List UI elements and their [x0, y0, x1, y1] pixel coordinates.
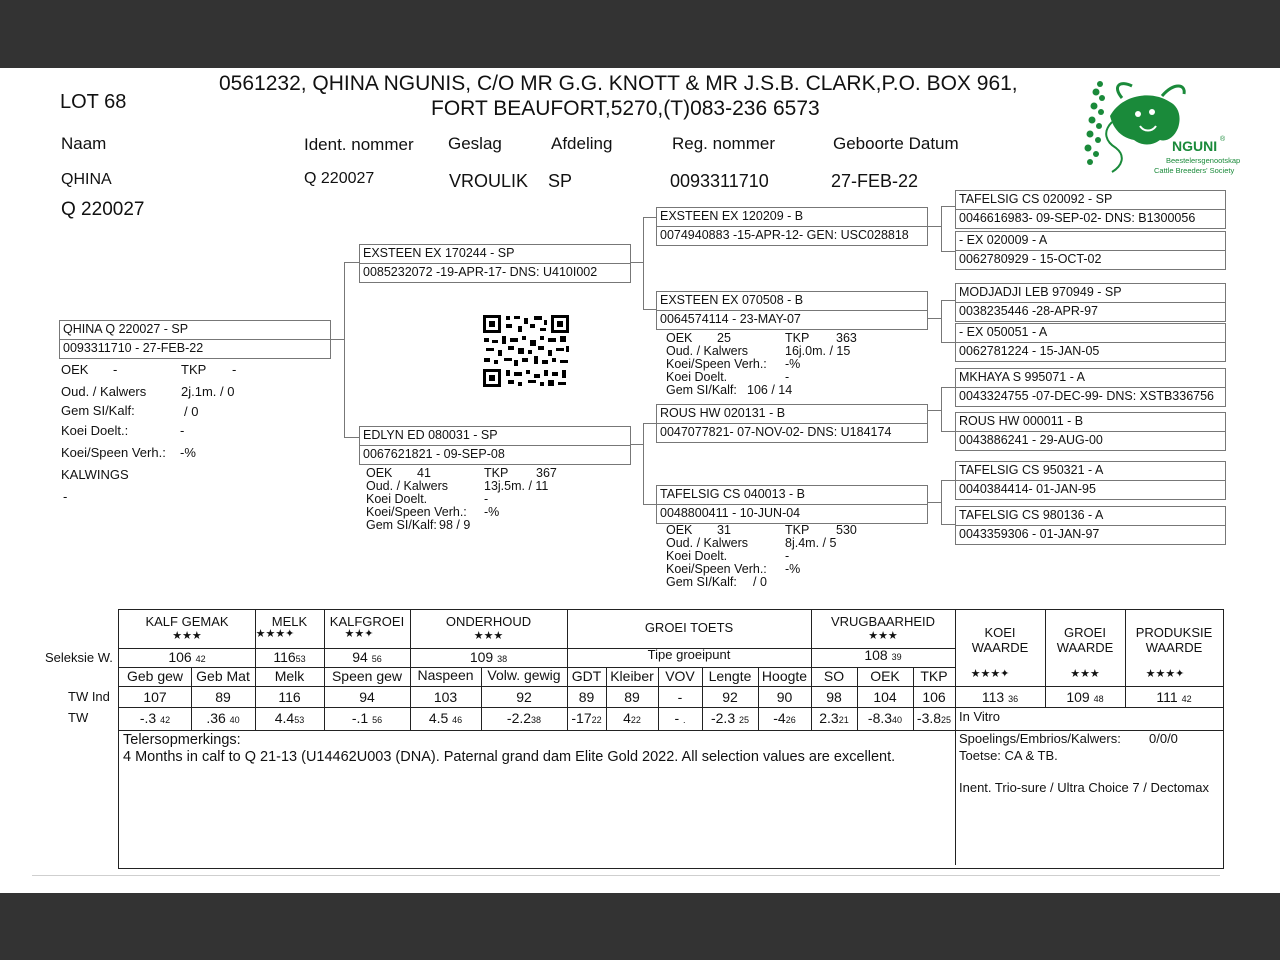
connector	[643, 423, 644, 504]
sd-gemsi-value: 106 / 14	[747, 383, 793, 397]
group-melk: MELK	[271, 614, 308, 629]
col-oek: OEK	[870, 668, 900, 684]
label-reg: Reg. nommer	[672, 134, 775, 153]
connector	[941, 480, 942, 524]
sel-kalf-gemak: 106 42	[168, 649, 206, 665]
twind-so: 98	[826, 689, 842, 705]
subject-koeispeen-value: -%	[180, 445, 196, 460]
tw-tkp: -3.825	[916, 710, 952, 726]
connector	[643, 309, 657, 310]
stars-onderhoud: ★★★	[473, 630, 504, 642]
dam-line-1: EDLYN ED 080031 - SP	[363, 428, 498, 442]
twind-geb-gew: 107	[143, 689, 167, 705]
twind-gdt: 89	[578, 689, 595, 705]
logo-registered-mark: ®	[1220, 136, 1226, 143]
dd-oud-label: Oud. / Kalwers	[666, 536, 748, 550]
logo-subtitle-2: Cattle Breeders' Society	[1154, 166, 1235, 175]
label-afdeling: Afdeling	[551, 134, 613, 153]
pedigree-ggp-box-1	[955, 190, 1226, 229]
tw-kleiber: 422	[623, 710, 641, 726]
group-produksie-waarde-1: PRODUKSIE	[1135, 625, 1213, 640]
dd-stats	[666, 524, 906, 589]
col-vov: VOV	[665, 668, 695, 684]
sd-oek-value: 25	[717, 331, 731, 345]
dd-tkp-label: TKP	[785, 523, 810, 537]
in-vitro-label: In Vitro	[959, 709, 1000, 724]
label-ident: Ident. nommer	[304, 135, 414, 154]
ggp-3-line-2: 0038235446 -28-APR-97	[959, 304, 1098, 318]
value-reg: 0093311710	[670, 171, 769, 191]
connector	[926, 502, 941, 503]
ss-line-1: EXSTEEN EX 120209 - B	[660, 209, 804, 223]
sd-tkp-value: 363	[836, 331, 857, 345]
twind-tkp: 106	[922, 689, 946, 705]
connector	[926, 226, 941, 227]
pedigree-ggp-box-2	[955, 231, 1226, 270]
dd-oud-value: 8j.4m. / 5	[785, 536, 837, 550]
group-kalfgroei: KALFGROEI	[329, 614, 405, 629]
sd-koeidoelt-value: -	[785, 370, 790, 384]
twind-kleiber: 89	[624, 689, 640, 705]
twind-oek: 104	[873, 689, 897, 705]
subject-koeidoelt-value: -	[180, 423, 185, 438]
col-volw-gewig: Volw. gewig	[487, 667, 561, 683]
ggp-5-line-2: 0043324755 -07-DEC-99- DNS: XSTB336756	[959, 389, 1215, 403]
remarks-text: 4 Months in calf to Q 21-13 (U14462U003 (DNA). Paternal grand dam Elite Gold 2022. All selection values are excellent.	[123, 749, 896, 765]
connector	[344, 437, 360, 438]
ggp-8-line-1: TAFELSIG CS 980136 - A	[959, 508, 1104, 522]
col-melk: Melk	[274, 668, 305, 684]
dd-gemsi-label: Gem SI/Kalf:	[666, 575, 737, 589]
col-geb-mat: Geb Mat	[196, 668, 250, 684]
tw-hoogte: -426	[773, 710, 796, 726]
pedigree-ggp-box-7	[955, 461, 1226, 500]
value-geslag: VROULIK	[449, 171, 529, 191]
stars-kalf-gemak: ★★★	[172, 630, 202, 642]
dam-oud-label: Oud. / Kalwers	[366, 479, 448, 493]
ggp-4-line-1: - EX 050051 - A	[959, 325, 1048, 339]
sel-melk: 11653	[273, 649, 306, 665]
dam-oud-value: 13j.5m. / 11	[484, 479, 549, 493]
bottom-dark-band	[0, 893, 1280, 960]
pedigree-ss-box	[656, 207, 928, 246]
sel-vrugbaarheid: 108 39	[864, 647, 902, 663]
group-koei-waarde-2: WAARDE	[971, 640, 1029, 655]
ss-line-2: 0074940883 -15-APR-12- GEN: USC028818	[660, 228, 909, 242]
connector	[941, 300, 942, 342]
dam-oek-value: 41	[417, 466, 431, 480]
dam-koeispeen-value: -%	[484, 505, 500, 519]
subject-line-2: 0093311710 - 27-FEB-22	[63, 341, 204, 355]
tw-geb-mat: .36 40	[206, 710, 240, 726]
tw-speen-gew: -.1 56	[351, 710, 383, 726]
twind-vov: -	[677, 689, 683, 705]
twind-lengte: 92	[722, 689, 738, 705]
ggp-4-line-2: 0062781224 - 15-JAN-05	[959, 344, 1100, 358]
pedigree-ggp-box-4	[955, 323, 1226, 362]
subject-oek-label: OEK	[61, 362, 89, 377]
sel-kalfgroei: 94 56	[352, 649, 382, 665]
tw-oek: -8.340	[867, 710, 903, 726]
divider	[32, 875, 1220, 876]
twind-naspeen: 103	[433, 689, 458, 705]
group-koei-waarde-1: KOEI	[984, 625, 1016, 640]
group-groei-toets: GROEI TOETS	[644, 620, 734, 635]
pedigree-dam-box	[359, 426, 631, 465]
connector	[643, 217, 644, 309]
logo-wordmark: NGUNI	[1172, 138, 1218, 154]
stars-groei: ★★★	[1070, 668, 1100, 680]
connector	[941, 342, 956, 343]
col-gdt: GDT	[571, 668, 602, 684]
connector	[941, 387, 956, 388]
value-ident: Q 220027	[304, 170, 375, 187]
subject-tkp-label: TKP	[181, 362, 207, 377]
stars-vrugbaarheid: ★★★	[868, 630, 898, 642]
twind-volw-gewig: 92	[516, 689, 532, 705]
dam-koeidoelt-label: Koei Doelt.	[366, 492, 428, 506]
sd-oud-value: 16j.0m. / 15	[785, 344, 851, 358]
twind-koei-waarde: 113 36	[981, 689, 1019, 705]
row-label-seleksie: Seleksie W.	[45, 650, 113, 665]
ggp-8-line-2: 0043359306 - 01-JAN-97	[959, 527, 1100, 541]
ggp-6-line-1: ROUS HW 000011 - B	[959, 414, 1084, 428]
nguni-logo	[1082, 76, 1241, 180]
connector	[941, 206, 956, 207]
dam-stats	[366, 467, 606, 532]
dd-gemsi-value: / 0	[753, 575, 767, 589]
subject-koeidoelt-label: Koei Doelt.:	[61, 423, 129, 438]
pedigree-ggp-box-6	[955, 412, 1226, 451]
sd-oek-label: OEK	[666, 331, 693, 345]
subject-tkp-value: -	[232, 362, 237, 377]
subject-line-1: QHINA Q 220027 - SP	[63, 322, 189, 336]
stars-koei: ★★★✦	[970, 668, 1010, 680]
ds-line-1: ROUS HW 020131 - B	[660, 406, 786, 420]
sd-koeispeen-value: -%	[785, 357, 801, 371]
pedigree-sire-box	[359, 244, 631, 283]
connector	[344, 262, 360, 263]
dd-oek-value: 31	[717, 523, 731, 537]
dd-koeispeen-value: -%	[785, 562, 801, 576]
dam-koeispeen-label: Koei/Speen Verh.:	[366, 505, 467, 519]
stars-kalfgroei: ★★✦	[344, 628, 374, 640]
connector	[926, 318, 941, 319]
dd-koeidoelt-label: Koei Doelt.	[666, 549, 728, 563]
sd-stats	[666, 332, 906, 397]
twind-speen-gew: 94	[359, 689, 375, 705]
col-tkp: TKP	[920, 668, 948, 684]
connector	[941, 480, 956, 481]
pedigree-ggp-box-8	[955, 506, 1226, 545]
dam-gemsi-label: Gem SI/Kalf:	[366, 518, 437, 532]
group-kalf-gemak: KALF GEMAK	[145, 614, 229, 629]
col-lengte: Lengte	[708, 668, 752, 684]
kalwings-value: -	[63, 489, 68, 504]
ds-line-2: 0047077821- 07-NOV-02- DNS: U184174	[660, 425, 892, 439]
twind-geb-mat: 89	[215, 689, 231, 705]
tw-lengte: -2.3 25	[710, 710, 750, 726]
connector	[941, 251, 956, 252]
dd-koeispeen-label: Koei/Speen Verh.:	[666, 562, 767, 576]
tw-geb-gew: -.3 42	[139, 710, 171, 726]
pedigree-ggp-box-3	[955, 283, 1226, 322]
connector	[629, 262, 643, 263]
sel-onderhoud: 109 38	[469, 649, 508, 665]
connector	[330, 339, 344, 340]
dd-line-1: TAFELSIG CS 040013 - B	[660, 487, 805, 501]
dam-oek-label: OEK	[366, 466, 393, 480]
sd-oud-label: Oud. / Kalwers	[666, 344, 748, 358]
value-afdeling: SP	[548, 171, 573, 191]
stars-produksie: ★★★✦	[1145, 668, 1185, 680]
row-label-twind: TW Ind	[68, 689, 110, 704]
sd-tkp-label: TKP	[785, 331, 810, 345]
inent-text: Inent. Trio-sure / Ultra Choice 7 / Dectomax	[959, 780, 1209, 795]
tw-so: 2.321	[819, 710, 849, 726]
group-produksie-waarde-2: WAARDE	[1145, 640, 1203, 655]
ggp-5-line-1: MKHAYA S 995071 - A	[959, 370, 1085, 384]
group-onderhoud: ONDERHOUD	[445, 614, 532, 629]
group-groei-waarde-1: GROEI	[1064, 625, 1106, 640]
tw-gdt: -1722	[571, 710, 602, 726]
ggp-2-line-2: 0062780929 - 15-OCT-02	[959, 252, 1102, 266]
dam-line-2: 0067621821 - 09-SEP-08	[363, 447, 505, 461]
col-so: SO	[823, 668, 845, 684]
sire-line-1: EXSTEEN EX 170244 - SP	[363, 246, 515, 260]
connector	[926, 410, 941, 411]
sire-line-2: 0085232072 -19-APR-17- DNS: U410I002	[363, 265, 598, 279]
subject-gemsi-label: Gem SI/Kalf:	[61, 403, 135, 418]
subject-oek-value: -	[113, 362, 118, 377]
sd-gemsi-label: Gem SI/Kalf:	[666, 383, 737, 397]
connector	[941, 300, 956, 301]
subject-oud-label: Oud. / Kalwers	[61, 384, 147, 399]
group-groei-waarde-2: WAARDE	[1056, 640, 1114, 655]
connector	[344, 262, 345, 437]
dd-koeidoelt-value: -	[785, 549, 790, 563]
dam-gemsi-value: 98 / 9	[439, 518, 471, 532]
subject-koeispeen-label: Koei/Speen Verh.:	[61, 445, 166, 460]
twind-produksie-waarde: 111 42	[1156, 689, 1192, 705]
breeding-values-table	[118, 609, 1224, 869]
tw-vov: - .	[674, 710, 686, 726]
dd-line-2: 0048800411 - 10-JUN-04	[660, 506, 801, 520]
connector	[941, 431, 956, 432]
label-naam: Naam	[61, 134, 107, 153]
row-label-tw: TW	[68, 710, 89, 725]
connector	[941, 206, 942, 251]
label-geboorte: Geboorte Datum	[833, 134, 959, 153]
col-naspeen: Naspeen	[417, 667, 474, 683]
spoelings-value: 0/0/0	[1149, 731, 1178, 746]
logo-subtitle-1: Beestelersgenootskap	[1166, 156, 1241, 165]
kalwings-label: KALWINGS	[61, 467, 129, 482]
breeder-line-2: FORT BEAUFORT,5270,(T)083-236 6573	[431, 97, 820, 120]
dd-oek-label: OEK	[666, 523, 693, 537]
pedigree-sd-box	[656, 291, 928, 330]
subject-oud-value: 2j.1m. / 0	[181, 384, 235, 399]
sd-koeispeen-label: Koei/Speen Verh.:	[666, 357, 767, 371]
connector	[629, 444, 643, 445]
value-geboorte: 27-FEB-22	[831, 171, 919, 191]
dd-tkp-value: 530	[836, 523, 857, 537]
value-naam: QHINA	[61, 171, 112, 188]
ggp-3-line-1: MODJADJI LEB 970949 - SP	[959, 285, 1122, 299]
col-kleiber: Kleiber	[610, 668, 654, 684]
ggp-1-line-2: 0046616983- 09-SEP-02- DNS: B1300056	[959, 211, 1196, 225]
tw-naspeen: 4.5 46	[428, 710, 463, 726]
spoelings-label: Spoelings/Embrios/Kalwers:	[959, 731, 1121, 746]
ggp-6-line-2: 0043886241 - 29-AUG-00	[959, 433, 1103, 447]
dam-tkp-label: TKP	[484, 466, 509, 480]
twind-melk: 116	[278, 689, 301, 705]
lot-number: LOT 68	[60, 91, 127, 113]
pedigree-ds-box	[656, 404, 928, 443]
dam-koeidoelt-value: -	[484, 492, 489, 506]
sd-line-2: 0064574114 - 23-MAY-07	[660, 312, 801, 326]
col-speen-gew: Speen gew	[331, 668, 403, 684]
sd-line-1: EXSTEEN EX 070508 - B	[660, 293, 804, 307]
col-geb-gew: Geb gew	[126, 668, 184, 684]
connector	[643, 423, 657, 424]
sd-koeidoelt-label: Koei Doelt.	[666, 370, 728, 384]
connector	[643, 217, 657, 218]
ggp-2-line-1: - EX 020009 - A	[959, 233, 1048, 247]
ggp-1-line-1: TAFELSIG CS 020092 - SP	[959, 192, 1113, 206]
ggp-7-line-2: 0040384414- 01-JAN-95	[959, 482, 1096, 496]
top-dark-band	[0, 0, 1280, 68]
connector	[941, 524, 956, 525]
ggp-7-line-1: TAFELSIG CS 950321 - A	[959, 463, 1104, 477]
tw-volw-gewig: -2.238	[506, 710, 542, 726]
subject-gemsi-value: / 0	[184, 404, 199, 419]
stars-melk: ★★★✦	[255, 628, 295, 640]
dam-tkp-value: 367	[536, 466, 557, 480]
twind-groei-waarde: 109 48	[1066, 689, 1104, 705]
connector	[941, 387, 942, 431]
tipe-groeipunt: Tipe groeipunt	[647, 647, 731, 662]
pedigree-dd-box	[656, 485, 928, 524]
col-hoogte: Hoogte	[761, 668, 808, 684]
tw-melk: 4.453	[274, 710, 305, 726]
toetse-text: Toetse: CA & TB.	[959, 748, 1058, 763]
twind-hoogte: 90	[776, 689, 793, 705]
animal-id-large: Q 220027	[61, 199, 145, 220]
pedigree-subject-box	[59, 320, 331, 359]
qr-code	[482, 314, 570, 388]
group-vrugbaarheid: VRUGBAARHEID	[830, 614, 936, 629]
remarks-label: Telersopmerkings:	[123, 732, 241, 748]
label-geslag: Geslag	[448, 134, 502, 153]
breeder-line-1: 0561232, QHINA NGUNIS, C/O MR G.G. KNOTT & MR J.S.B. CLARK,P.O. BOX 961,	[219, 72, 1018, 95]
connector	[643, 504, 657, 505]
pedigree-ggp-box-5	[955, 368, 1226, 407]
